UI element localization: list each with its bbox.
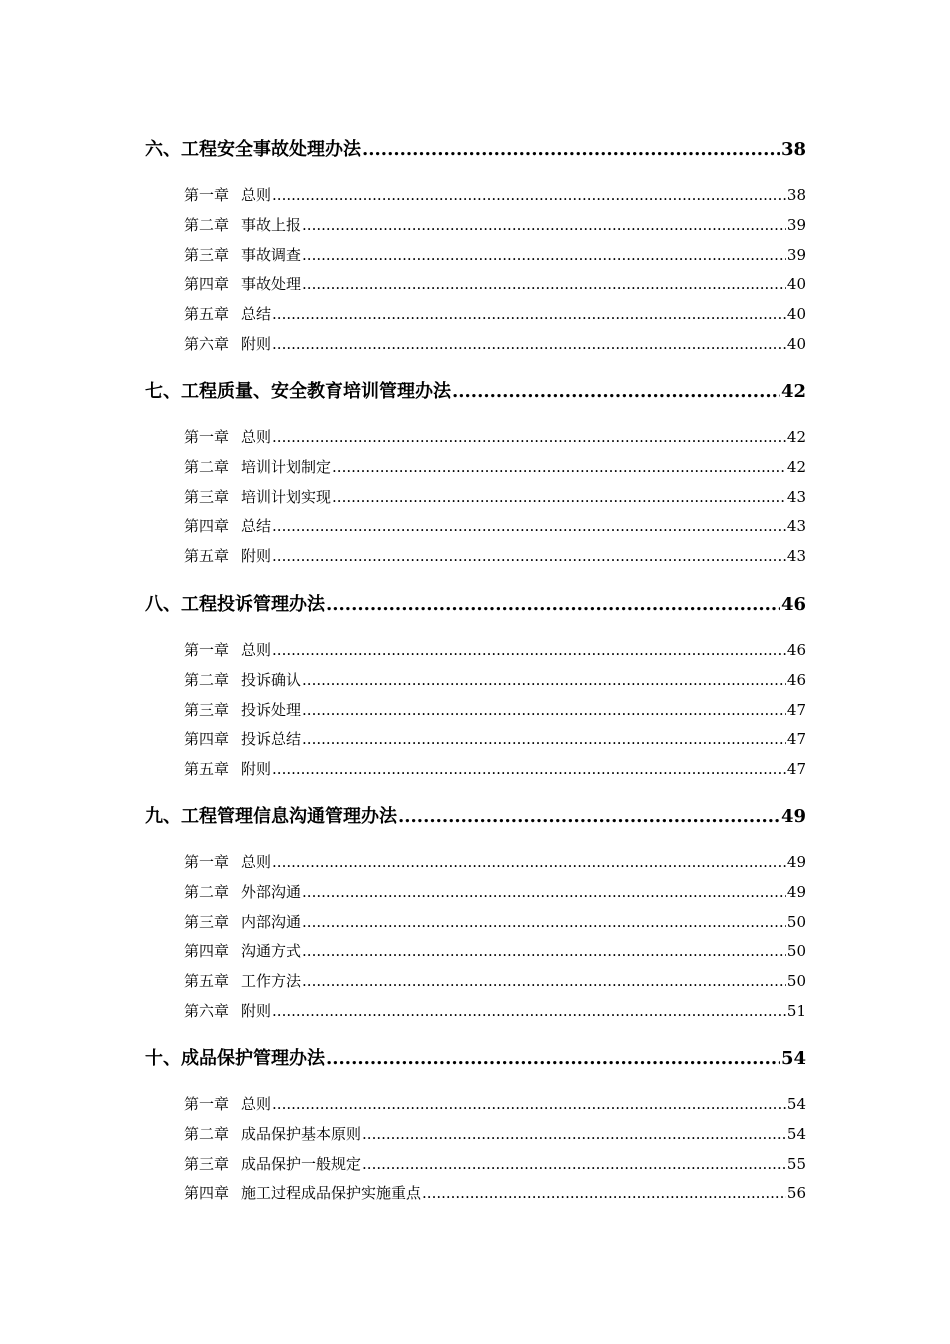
toc-dot-leader: [272, 1093, 786, 1115]
toc-dot-leader: [362, 1153, 786, 1175]
toc-chapter-number: 第三章: [184, 700, 230, 719]
toc-dot-leader: [302, 728, 786, 750]
toc-dot-leader: [302, 273, 786, 295]
toc-chapter-name: 总则: [241, 853, 272, 871]
toc-dot-leader: [302, 881, 786, 903]
toc-chapter-page: 46: [786, 670, 806, 689]
toc-dot-leader: [272, 851, 786, 873]
toc-chapter-name: 总结: [241, 517, 272, 536]
toc-chapter-entry[interactable]: [184, 1093, 806, 1115]
toc-chapter-number: 第五章: [184, 305, 230, 324]
toc-dot-leader: [362, 137, 780, 163]
toc-chapter-title: [184, 1182, 421, 1204]
toc-chapter-page: 40: [786, 275, 806, 294]
toc-chapter-page: 50: [786, 912, 806, 931]
toc-dot-leader: [302, 214, 786, 236]
toc-section-page: 46: [780, 594, 806, 615]
toc-chapter-name: 附则: [241, 760, 272, 779]
toc-chapter-entry[interactable]: [184, 303, 806, 325]
toc-chapter-name: 事故处理: [241, 275, 302, 294]
toc-section-page: 38: [780, 139, 806, 160]
toc-chapter-number: 第四章: [184, 942, 230, 961]
toc-chapter-name: 总则: [241, 641, 272, 659]
toc-section-page: 54: [780, 1048, 806, 1069]
toc-chapter-page: 42: [786, 428, 806, 446]
toc-section-page: 42: [780, 381, 806, 402]
toc-chapter-page: 39: [786, 245, 806, 264]
toc-chapter-name: 事故上报: [241, 215, 302, 234]
toc-chapter-number: 第三章: [184, 1154, 230, 1173]
toc-chapter-title: [184, 851, 271, 873]
toc-chapter-entry[interactable]: [184, 851, 806, 873]
toc-chapter-title: [184, 426, 271, 448]
toc-chapter-entry[interactable]: [184, 515, 806, 537]
toc-dot-leader: [362, 1123, 786, 1145]
toc-chapter-number: 第二章: [184, 457, 230, 476]
toc-chapter-title: [184, 881, 301, 903]
toc-chapter-name: 工作方法: [241, 972, 302, 991]
toc-chapter-page: 50: [786, 942, 806, 961]
toc-dot-leader: [272, 303, 786, 325]
toc-chapter-entry[interactable]: [184, 184, 806, 206]
toc-chapter-entry[interactable]: [184, 639, 806, 661]
toc-chapter-number: 第二章: [184, 215, 230, 234]
toc-section-entry[interactable]: [145, 379, 806, 405]
toc-chapter-page: 47: [786, 760, 806, 779]
toc-chapter-name: 内部沟通: [241, 912, 302, 931]
toc-chapter-name: 外部沟通: [241, 882, 302, 901]
toc-chapter-page: 47: [786, 700, 806, 719]
toc-section-page: 49: [780, 806, 806, 827]
toc-chapter-page: 43: [786, 517, 806, 536]
toc-chapter-entry[interactable]: [184, 545, 806, 567]
toc-chapter-number: 第一章: [184, 1095, 230, 1113]
toc-chapter-name: 附则: [241, 335, 272, 353]
toc-chapter-entry[interactable]: [184, 970, 806, 992]
toc-dot-leader: [302, 699, 786, 721]
toc-dot-leader: [272, 545, 786, 567]
toc-chapter-entry[interactable]: [184, 1153, 806, 1175]
toc-section-title: 十、成品保护管理办法: [145, 1048, 325, 1069]
toc-dot-leader: [332, 456, 786, 478]
toc-chapter-page: 54: [786, 1095, 806, 1113]
toc-chapter-title: [184, 1153, 361, 1175]
toc-chapter-page: 42: [786, 457, 806, 476]
toc-chapter-title: [184, 639, 271, 661]
toc-chapter-title: [184, 545, 271, 567]
toc-chapter-name: 成品保护基本原则: [241, 1124, 362, 1143]
toc-dot-leader: [326, 592, 780, 618]
toc-chapter-number: 第四章: [184, 1184, 230, 1203]
toc-chapter-number: 第五章: [184, 760, 230, 779]
toc-dot-leader: [332, 486, 786, 508]
toc-chapter-number: 第六章: [184, 1002, 230, 1020]
toc-section-title: 六、工程安全事故处理办法: [145, 139, 361, 160]
toc-chapter-title: [184, 940, 301, 962]
toc-chapter-title: [184, 333, 271, 355]
toc-dot-leader: [272, 758, 786, 780]
toc-chapter-name: 投诉总结: [241, 730, 302, 749]
toc-chapter-title: [184, 911, 301, 933]
toc-chapter-number: 第五章: [184, 972, 230, 991]
toc-chapter-number: 第二章: [184, 882, 230, 901]
toc-chapter-number: 第三章: [184, 245, 230, 264]
toc-section-entry[interactable]: [145, 1046, 806, 1072]
toc-chapter-number: 第四章: [184, 730, 230, 749]
toc-dot-leader: [272, 1000, 786, 1022]
toc-chapter-number: 第二章: [184, 670, 230, 689]
toc-chapter-number: 第二章: [184, 1124, 230, 1143]
toc-chapter-entry[interactable]: [184, 486, 806, 508]
toc-chapter-title: [184, 758, 271, 780]
toc-chapter-name: 成品保护一般规定: [241, 1154, 362, 1173]
toc-chapter-entry[interactable]: [184, 426, 806, 448]
toc-chapter-number: 第一章: [184, 853, 230, 871]
toc-chapter-entry[interactable]: [184, 758, 806, 780]
toc-dot-leader: [302, 244, 786, 266]
toc-chapter-page: 55: [786, 1154, 806, 1173]
toc-chapter-title: [184, 244, 301, 266]
toc-chapter-page: 43: [786, 487, 806, 506]
toc-chapter-entry[interactable]: [184, 333, 806, 355]
toc-chapter-title: [184, 486, 331, 508]
toc-chapter-title: [184, 669, 301, 691]
toc-chapter-title: [184, 970, 301, 992]
toc-chapter-name: 培训计划制定: [241, 457, 332, 476]
toc-dot-leader: [272, 426, 786, 448]
toc-chapter-name: 附则: [241, 1002, 272, 1020]
toc-chapter-page: 38: [786, 186, 806, 204]
toc-dot-leader: [302, 940, 786, 962]
toc-chapter-entry[interactable]: [184, 1182, 806, 1204]
toc-chapter-name: 附则: [241, 547, 272, 566]
toc-dot-leader: [302, 911, 786, 933]
toc-chapter-page: 43: [786, 547, 806, 566]
toc-chapter-name: 总结: [241, 305, 272, 324]
toc-chapter-number: 第五章: [184, 547, 230, 566]
toc-chapter-entry[interactable]: [184, 214, 806, 236]
toc-chapter-title: [184, 184, 271, 206]
toc-section-title: 七、工程质量、安全教育培训管理办法: [145, 381, 451, 402]
toc-dot-leader: [422, 1182, 786, 1204]
toc-chapter-entry[interactable]: [184, 273, 806, 295]
toc-chapter-entry[interactable]: [184, 911, 806, 933]
toc-chapter-title: [184, 1093, 271, 1115]
toc-chapter-name: 总则: [241, 186, 272, 204]
toc-section-entry[interactable]: [145, 137, 806, 163]
toc-chapter-page: 50: [786, 972, 806, 991]
toc-dot-leader: [452, 379, 780, 405]
toc-chapter-page: 51: [786, 1002, 806, 1020]
toc-chapter-number: 第一章: [184, 428, 230, 446]
toc-chapter-number: 第四章: [184, 517, 230, 536]
toc-chapter-number: 第一章: [184, 186, 230, 204]
toc-chapter-name: 施工过程成品保护实施重点: [241, 1184, 422, 1203]
toc-chapter-entry[interactable]: [184, 1000, 806, 1022]
toc-chapter-entry[interactable]: [184, 940, 806, 962]
toc-chapter-title: [184, 1000, 271, 1022]
toc-chapter-title: [184, 728, 301, 750]
toc-chapter-number: 第三章: [184, 487, 230, 506]
toc-chapter-name: 培训计划实现: [241, 487, 332, 506]
toc-chapter-entry[interactable]: [184, 456, 806, 478]
toc-chapter-page: 56: [786, 1184, 806, 1203]
toc-chapter-title: [184, 1123, 361, 1145]
toc-chapter-title: [184, 303, 271, 325]
toc-dot-leader: [326, 1046, 780, 1072]
toc-chapter-title: [184, 273, 301, 295]
toc-chapter-number: 第三章: [184, 912, 230, 931]
toc-dot-leader: [272, 515, 786, 537]
toc-chapter-page: 47: [786, 730, 806, 749]
toc-chapter-title: [184, 515, 271, 537]
toc-chapter-entry[interactable]: [184, 1123, 806, 1145]
toc-chapter-title: [184, 214, 301, 236]
toc-section-title: 九、工程管理信息沟通管理办法: [145, 806, 397, 827]
toc-chapter-page: 40: [786, 305, 806, 324]
toc-section-title: 八、工程投诉管理办法: [145, 594, 325, 615]
toc-chapter-page: 40: [786, 335, 806, 353]
toc-chapter-name: 事故调查: [241, 245, 302, 264]
toc-dot-leader: [302, 970, 786, 992]
toc-dot-leader: [272, 333, 786, 355]
toc-chapter-entry[interactable]: [184, 669, 806, 691]
toc-dot-leader: [398, 804, 780, 830]
toc-chapter-name: 投诉处理: [241, 700, 302, 719]
toc-chapter-page: 54: [786, 1124, 806, 1143]
toc-chapter-number: 第六章: [184, 335, 230, 353]
toc-chapter-page: 39: [786, 215, 806, 234]
toc-chapter-number: 第一章: [184, 641, 230, 659]
toc-chapter-title: [184, 699, 301, 721]
toc-chapter-entry[interactable]: [184, 699, 806, 721]
toc-chapter-entry[interactable]: [184, 244, 806, 266]
toc-chapter-entry[interactable]: [184, 728, 806, 750]
toc-dot-leader: [272, 184, 786, 206]
toc-chapter-page: 46: [786, 641, 806, 659]
toc-section-entry[interactable]: [145, 592, 806, 618]
toc-dot-leader: [272, 639, 786, 661]
toc-chapter-entry[interactable]: [184, 881, 806, 903]
toc-chapter-page: 49: [786, 882, 806, 901]
toc-chapter-name: 总则: [241, 428, 272, 446]
toc-section-entry[interactable]: [145, 804, 806, 830]
toc-chapter-number: 第四章: [184, 275, 230, 294]
toc-chapter-title: [184, 456, 331, 478]
toc-dot-leader: [302, 669, 786, 691]
toc-chapter-name: 投诉确认: [241, 670, 302, 689]
toc-chapter-page: 49: [786, 853, 806, 871]
toc-chapter-name: 沟通方式: [241, 942, 302, 961]
toc-chapter-name: 总则: [241, 1095, 272, 1113]
